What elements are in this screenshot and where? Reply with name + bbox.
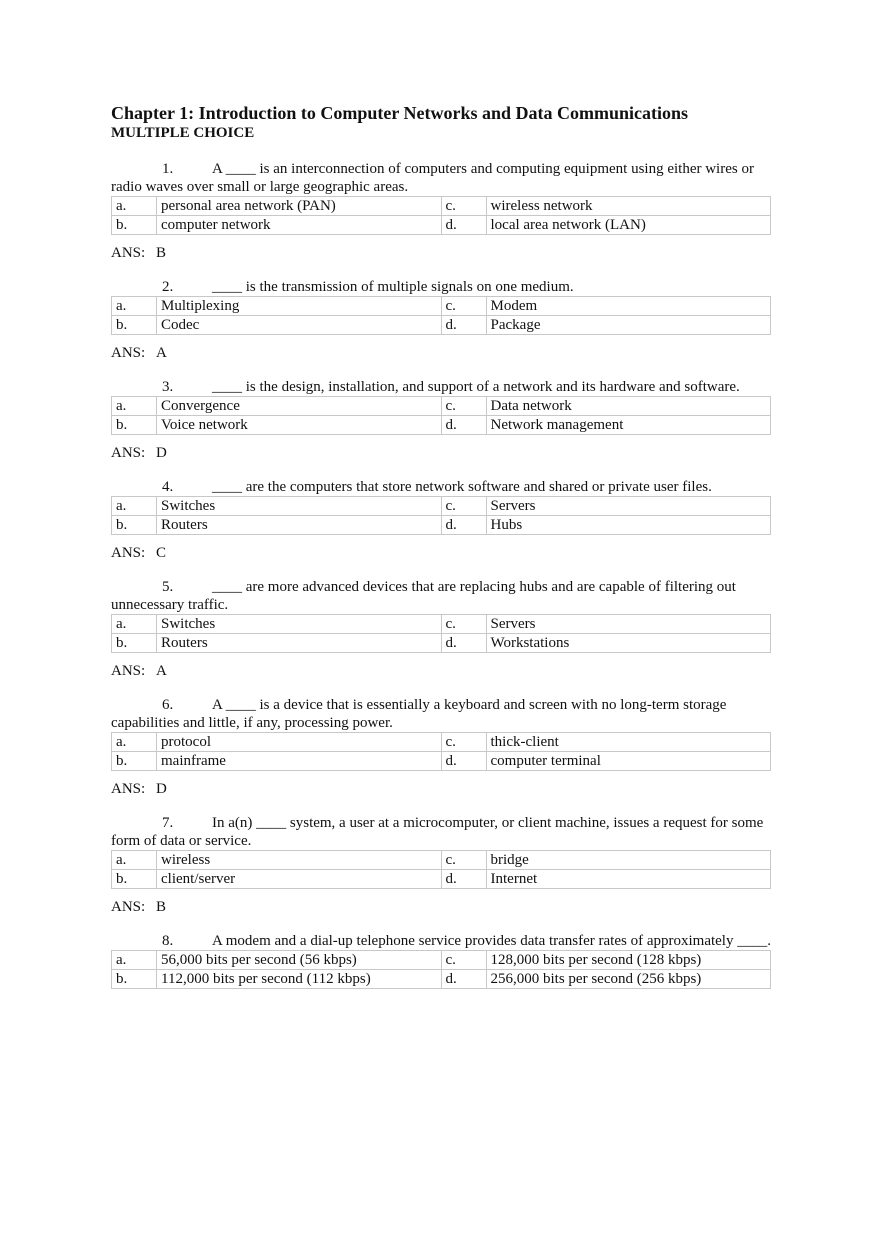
option-text: Routers — [157, 634, 442, 653]
question-text-block — [111, 932, 771, 950]
answer-line — [111, 898, 771, 916]
option-letter: b. — [112, 216, 157, 235]
option-letter: b. — [112, 752, 157, 771]
option-text: wireless network — [486, 197, 771, 216]
question-number: 7. — [162, 815, 174, 831]
option-text: computer network — [157, 216, 442, 235]
option-letter: c. — [441, 297, 486, 316]
answer-line — [111, 780, 771, 798]
option-letter: b. — [112, 970, 157, 989]
answer-value: D — [156, 781, 167, 797]
question-text: In a(n) ____ system, a user at a microcomputer, or client machine, issues a request for some form of data or service. — [111, 815, 764, 849]
question-text: ____ are more advanced devices that are replacing hubs and are capable of filtering out unnecessary traffic. — [111, 579, 736, 613]
options-table — [111, 732, 771, 771]
question-text: ____ is the design, installation, and support of a network and its hardware and software. — [212, 379, 740, 395]
option-letter: d. — [441, 216, 486, 235]
answer-label: ANS: — [111, 345, 146, 361]
answer-label: ANS: — [111, 663, 146, 679]
option-text: Convergence — [157, 397, 442, 416]
table-row — [112, 752, 771, 771]
option-letter: a. — [112, 733, 157, 752]
options-table — [111, 614, 771, 653]
options-table — [111, 196, 771, 235]
option-letter: d. — [441, 970, 486, 989]
table-row — [112, 397, 771, 416]
question-list — [111, 160, 771, 989]
question-number: 5. — [162, 579, 174, 595]
option-text: 56,000 bits per second (56 kbps) — [157, 951, 442, 970]
option-letter: d. — [441, 416, 486, 435]
chapter-title: Chapter 1: Introduction to Computer Networks and Data Communications — [111, 103, 689, 123]
answer-value: C — [156, 545, 167, 561]
option-text: Servers — [486, 615, 771, 634]
option-text: client/server — [157, 870, 442, 889]
option-text: Data network — [486, 397, 771, 416]
question — [111, 814, 771, 916]
question-text-block — [111, 578, 771, 614]
option-text: Codec — [157, 316, 442, 335]
options-table — [111, 296, 771, 335]
option-letter: b. — [112, 316, 157, 335]
option-letter: c. — [441, 615, 486, 634]
answer-value: B — [156, 245, 167, 261]
question-number: 3. — [162, 379, 174, 395]
table-row — [112, 970, 771, 989]
question — [111, 478, 771, 562]
option-text: Modem — [486, 297, 771, 316]
option-text: computer terminal — [486, 752, 771, 771]
option-letter: c. — [441, 197, 486, 216]
answer-value: B — [156, 899, 167, 915]
option-text: thick-client — [486, 733, 771, 752]
option-letter: b. — [112, 634, 157, 653]
option-text: 256,000 bits per second (256 kbps) — [486, 970, 771, 989]
option-letter: d. — [441, 634, 486, 653]
question-text: A ____ is a device that is essentially a keyboard and screen with no long-term storage capabilities and little, if any, processing power. — [111, 697, 727, 731]
question-text: ____ are the computers that store network software and shared or private user files. — [212, 479, 712, 495]
question — [111, 932, 771, 989]
question — [111, 378, 771, 462]
answer-value: A — [156, 345, 167, 361]
answer-line — [111, 444, 771, 462]
answer-label: ANS: — [111, 445, 146, 461]
table-row — [112, 216, 771, 235]
answer-label: ANS: — [111, 545, 146, 561]
option-letter: a. — [112, 197, 157, 216]
option-letter: b. — [112, 516, 157, 535]
option-text: personal area network (PAN) — [157, 197, 442, 216]
option-text: Voice network — [157, 416, 442, 435]
option-text: bridge — [486, 851, 771, 870]
question — [111, 696, 771, 798]
option-text: protocol — [157, 733, 442, 752]
option-text: 112,000 bits per second (112 kbps) — [157, 970, 442, 989]
question-number: 1. — [162, 161, 174, 177]
table-row — [112, 615, 771, 634]
table-row — [112, 516, 771, 535]
question-number: 8. — [162, 933, 174, 949]
option-letter: d. — [441, 752, 486, 771]
question — [111, 578, 771, 680]
options-table — [111, 396, 771, 435]
option-text: local area network (LAN) — [486, 216, 771, 235]
question-text: A modem and a dial-up telephone service provides data transfer rates of approximately ____. — [212, 933, 771, 949]
option-text: Servers — [486, 497, 771, 516]
option-letter: c. — [441, 951, 486, 970]
question — [111, 278, 771, 362]
answer-label: ANS: — [111, 781, 146, 797]
table-row — [112, 197, 771, 216]
option-letter: a. — [112, 397, 157, 416]
table-row — [112, 851, 771, 870]
answer-line — [111, 344, 771, 362]
option-text: Switches — [157, 497, 442, 516]
question-text-block — [111, 378, 771, 396]
answer-line — [111, 662, 771, 680]
option-letter: c. — [441, 733, 486, 752]
option-letter: d. — [441, 870, 486, 889]
table-row — [112, 733, 771, 752]
option-letter: c. — [441, 851, 486, 870]
question-text: ____ is the transmission of multiple signals on one medium. — [212, 279, 574, 295]
table-row — [112, 497, 771, 516]
option-text: wireless — [157, 851, 442, 870]
question-text-block — [111, 278, 771, 296]
option-text: Internet — [486, 870, 771, 889]
answer-line — [111, 544, 771, 562]
answer-label: ANS: — [111, 245, 146, 261]
section-heading: MULTIPLE CHOICE — [111, 125, 255, 141]
option-text: Hubs — [486, 516, 771, 535]
option-letter: d. — [441, 316, 486, 335]
option-text: Package — [486, 316, 771, 335]
question-text-block — [111, 478, 771, 496]
question-text-block — [111, 160, 771, 196]
options-table — [111, 496, 771, 535]
option-text: Network management — [486, 416, 771, 435]
option-letter: a. — [112, 297, 157, 316]
option-letter: d. — [441, 516, 486, 535]
question-number: 6. — [162, 697, 174, 713]
answer-line — [111, 244, 771, 262]
table-row — [112, 316, 771, 335]
table-row — [112, 634, 771, 653]
option-text: Multiplexing — [157, 297, 442, 316]
question-number: 4. — [162, 479, 174, 495]
option-letter: a. — [112, 615, 157, 634]
table-row — [112, 951, 771, 970]
option-letter: c. — [441, 397, 486, 416]
option-letter: b. — [112, 870, 157, 889]
question-text: A ____ is an interconnection of computers and computing equipment using either wires or radio waves over small or large geographic areas. — [111, 161, 754, 195]
table-row — [112, 297, 771, 316]
table-row — [112, 870, 771, 889]
option-text: mainframe — [157, 752, 442, 771]
question — [111, 160, 771, 262]
question-number: 2. — [162, 279, 174, 295]
answer-value: A — [156, 663, 167, 679]
question-text-block — [111, 696, 771, 732]
answer-value: D — [156, 445, 167, 461]
option-letter: c. — [441, 497, 486, 516]
table-row — [112, 416, 771, 435]
option-text: 128,000 bits per second (128 kbps) — [486, 951, 771, 970]
option-text: Workstations — [486, 634, 771, 653]
option-letter: b. — [112, 416, 157, 435]
option-letter: a. — [112, 951, 157, 970]
option-letter: a. — [112, 497, 157, 516]
document-page — [111, 102, 771, 989]
option-text: Routers — [157, 516, 442, 535]
options-table — [111, 850, 771, 889]
option-text: Switches — [157, 615, 442, 634]
options-table — [111, 950, 771, 989]
option-letter: a. — [112, 851, 157, 870]
answer-label: ANS: — [111, 899, 146, 915]
question-text-block — [111, 814, 771, 850]
